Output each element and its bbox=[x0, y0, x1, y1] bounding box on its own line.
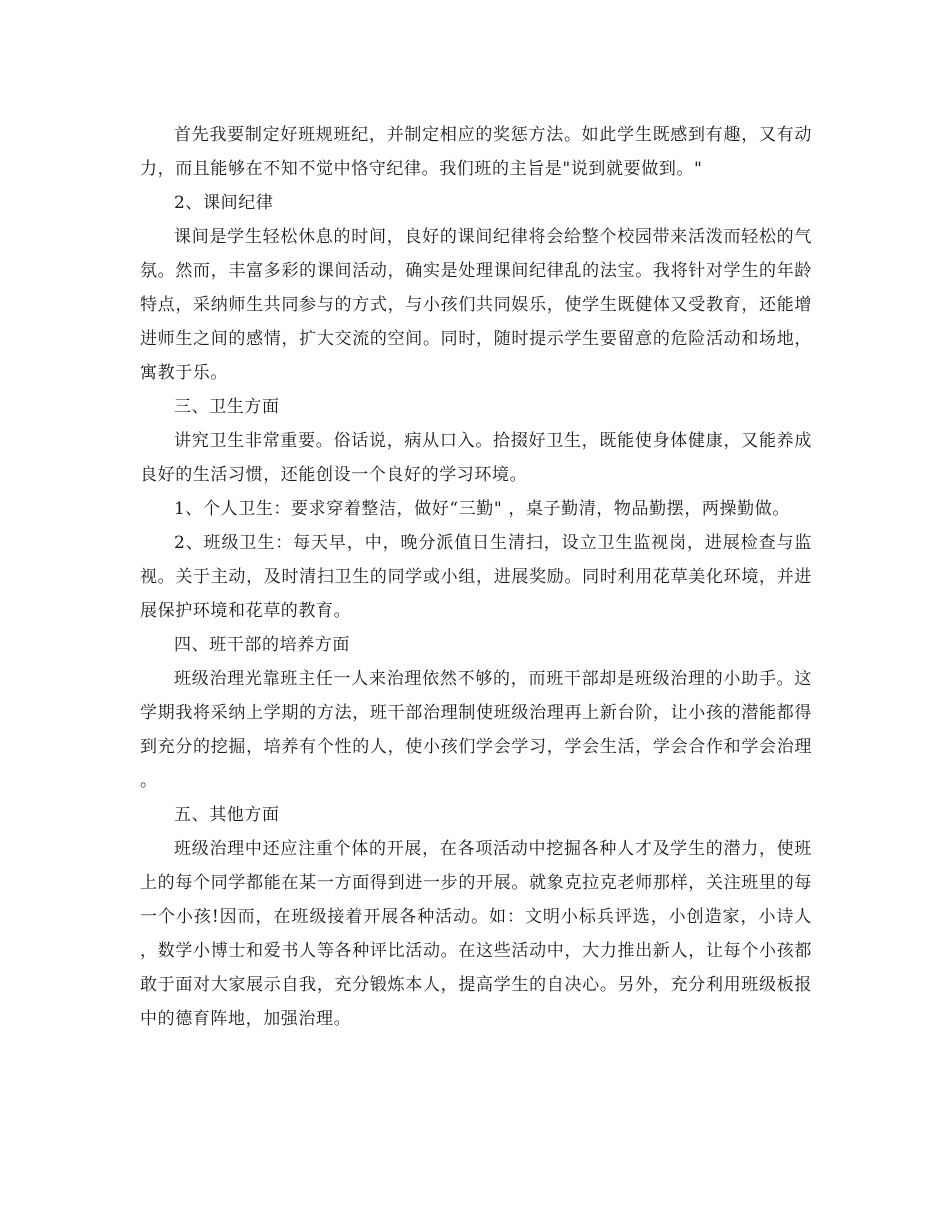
heading-class-cadres: 四、班干部的培养方面 bbox=[174, 635, 350, 655]
heading-recess-discipline: 2、课间纪律 bbox=[174, 193, 274, 213]
paragraph-class-rules: 首先我要制定好班规班纪，并制定相应的奖惩方法。如此学生既感到有趣，又有动力，而且能够在不知不觉中恪守纪律。我们班的主旨是"说到就要做到。" bbox=[140, 125, 812, 179]
heading-hygiene: 三、卫生方面 bbox=[174, 397, 280, 417]
paragraph-class-cadres: 班级治理光靠班主任一人来治理依然不够的，而班干部却是班级治理的小助手。这学期我将采纳上学期的方法，班干部治理制使班级治理再上新台阶，让小孩的潜能都得到充分的挖掘，培养有个性的人，使小孩们学会学习，学会生活，学会合作和学会治理。 bbox=[140, 669, 812, 791]
heading-other-aspects: 五、其他方面 bbox=[174, 805, 280, 825]
paragraph-class-hygiene: 2、班级卫生：每天早，中，晚分派值日生清扫，设立卫生监视岗，进展检查与监视。关于主动，及时清扫卫生的同学或小组，进展奖励。同时利用花草美化环境，并进展保护环境和花草的教育。 bbox=[140, 533, 812, 621]
paragraph-hygiene-intro: 讲究卫生非常重要。俗话说，病从口入。拾掇好卫生，既能使身体健康，又能养成良好的生活习惯，还能创设一个良好的学习环境。 bbox=[140, 431, 812, 485]
paragraph-recess: 课间是学生轻松休息的时间，良好的课间纪律将会给整个校园带来活泼而轻松的气氛。然而，丰富多彩的课间活动，确实是处理课间纪律乱的法宝。我将针对学生的年龄特点，采纳师生共同参与的方式，与小孩们共同娱乐，使学生既健体又受教育，还能增进师生之间的感情，扩大交流的空间。同时，随时提示学生要留意的危险活动和场地，寓教于乐。 bbox=[140, 227, 812, 383]
document-body bbox=[140, 118, 812, 1036]
paragraph-personal-hygiene: 1、个人卫生：要求穿着整洁，做好“三勤" ，桌子勤清，物品勤摆，两操勤做。 bbox=[174, 499, 790, 519]
paragraph-other-aspects: 班级治理中还应注重个体的开展，在各项活动中挖掘各种人才及学生的潜力，使班上的每个同学都能在某一方面得到进一步的开展。就象克拉克老师那样，关注班里的每一个小孩!因而，在班级接着开展各种活动。如：文明小标兵评选，小创造家，小诗人，数学小博士和爱书人等各种评比活动。在这些活动中，大力推出新人，让每个小孩都敢于面对大家展示自我，充分锻炼本人，提高学生的自决心。另外，充分利用班级板报中的德育阵地，加强治理。 bbox=[140, 839, 812, 1029]
